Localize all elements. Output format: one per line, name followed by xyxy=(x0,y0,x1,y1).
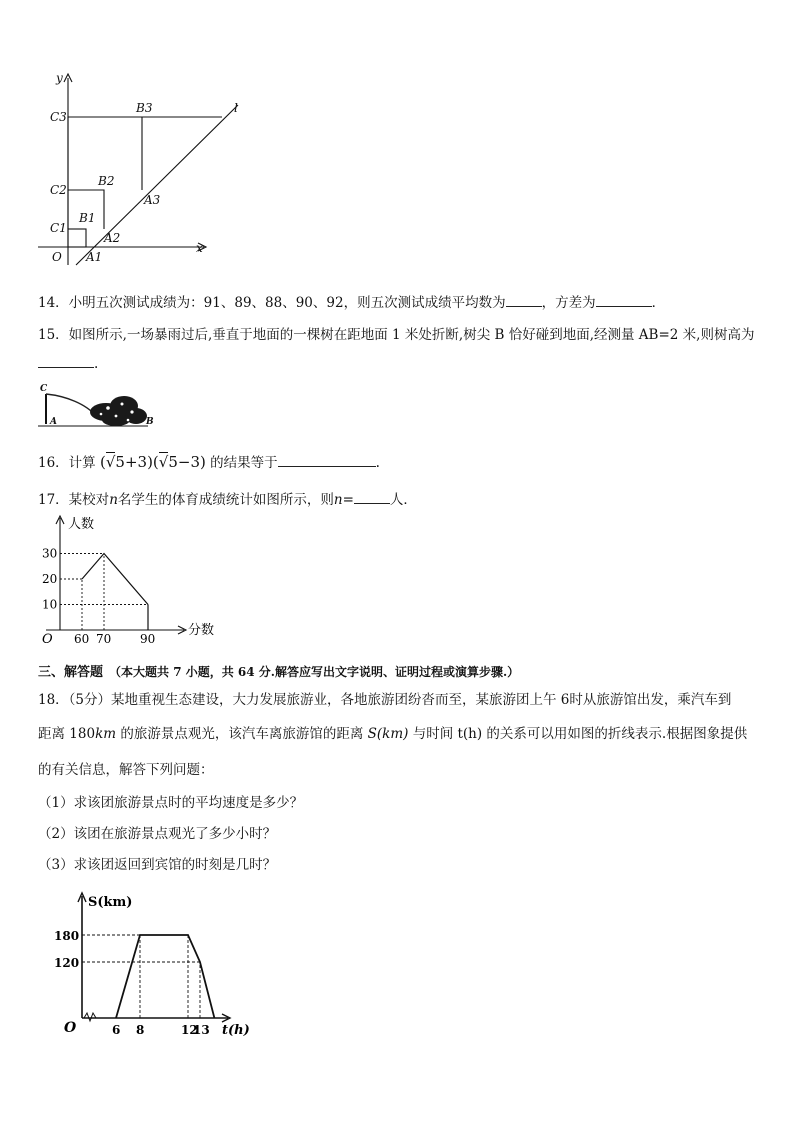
label-c: C xyxy=(40,384,48,394)
question-16: 16．计算 (√5+3)(√5−3) 的结果等于 . xyxy=(38,453,380,471)
label-b3: B3 xyxy=(136,101,153,115)
label-a2: A2 xyxy=(104,231,121,245)
x-tick-label: 70 xyxy=(96,632,112,645)
y-tick-label: 30 xyxy=(42,546,58,561)
y-tick-label: 180 xyxy=(54,929,80,943)
math-expression: (√5+3)(√5−3) xyxy=(99,453,206,471)
x-tick-label: 12 xyxy=(181,1023,198,1037)
label-x: x xyxy=(196,241,203,255)
question-18-line-1: 18．（5分）某地重视生态建设，大力发展旅游业，各地旅游团纷沓而至，某旅游团上午 6时从旅游馆出发，乘汽车到 xyxy=(38,692,732,708)
x-tick-label: 60 xyxy=(74,632,90,645)
label-o: O xyxy=(52,250,62,264)
label-c1: C1 xyxy=(50,221,67,235)
label-a1: A1 xyxy=(86,250,103,264)
y-axis-label: 人数 xyxy=(68,517,95,532)
label-c2: C2 xyxy=(50,183,67,197)
figure-13 xyxy=(36,70,266,270)
figure-15-tree xyxy=(36,382,160,432)
x-axis-label: t(h) xyxy=(222,1023,250,1038)
question-18-line-2: 距离 180km 的旅游景点观光，该汽车离旅游馆的距离 S(km) 与时间 t(h) 的关系可以用如图的折线表示.根据图象提供 xyxy=(38,726,748,742)
question-18-sub-1: （1）求该团旅游景点时的平均速度是多少？ xyxy=(38,795,304,811)
y-axis-label: S(km) xyxy=(88,895,133,910)
y-tick-label: 10 xyxy=(42,597,58,612)
x-axis-label: 分数 xyxy=(188,623,215,638)
label-a: A xyxy=(50,417,57,427)
question-18-line-3: 的有关信息，解答下列问题： xyxy=(38,762,214,778)
label-y: y xyxy=(56,71,63,85)
label-b2: B2 xyxy=(98,174,115,188)
origin-label: O xyxy=(42,632,53,645)
label-c3: C3 xyxy=(50,110,67,124)
chart-18 xyxy=(50,888,270,1038)
axis-break xyxy=(84,1013,96,1021)
y-tick-label: 20 xyxy=(42,572,58,586)
data-line xyxy=(82,554,148,605)
square-1 xyxy=(68,229,86,247)
x-tick-label: 6 xyxy=(112,1023,121,1037)
question-15-blank: . xyxy=(38,356,98,372)
question-18-sub-3: （3）求该团返回到宾馆的时刻是几时？ xyxy=(38,857,277,873)
question-17: 17．某校对n名学生的体育成绩统计如图所示，则n= 人． xyxy=(38,492,417,508)
label-b1: B1 xyxy=(79,211,96,225)
origin-label: O xyxy=(64,1020,77,1036)
x-tick-label: 13 xyxy=(193,1023,210,1037)
label-l: l xyxy=(234,101,238,115)
label-a3: A3 xyxy=(144,193,161,207)
question-18-sub-2: （2）该团在旅游景点观光了多少小时？ xyxy=(38,826,277,842)
question-15: 15．如图所示,一场暴雨过后,垂直于地面的一棵树在距地面 1 米处折断,树尖 B 恰好碰到地面,经测量 AB=2 米,则树高为 xyxy=(38,327,755,343)
x-tick-label: 90 xyxy=(140,632,156,645)
chart-17 xyxy=(36,510,226,645)
x-tick-label: 8 xyxy=(136,1023,145,1037)
y-tick-label: 120 xyxy=(54,956,80,970)
question-14: 14．小明五次测试成绩为：91、89、88、90、92，则五次测试成绩平均数为 ，方差为 ． xyxy=(38,295,666,311)
section-3-heading: 三、解答题 （本大题共 7 小题，共 64 分.解答应写出文字说明、证明过程或演算步骤.） xyxy=(38,665,520,680)
label-b: B xyxy=(146,417,154,427)
